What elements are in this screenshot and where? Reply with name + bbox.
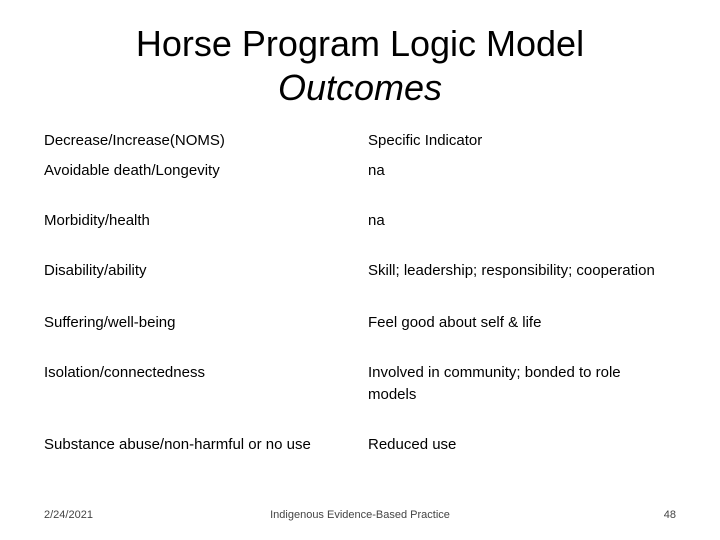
table-row (44, 160, 684, 210)
table-row (44, 434, 684, 474)
table-header-row (44, 130, 684, 160)
indicator-cell: na (368, 212, 385, 229)
header-right-cell: Specific Indicator (368, 132, 483, 149)
footer-date: 2/24/2021 (44, 509, 93, 521)
table-row (44, 362, 684, 434)
table-row (44, 260, 684, 312)
slide-title (0, 22, 720, 110)
outcome-cell: Isolation/connectedness (44, 364, 205, 381)
outcome-cell: Avoidable death/Longevity (44, 162, 220, 179)
outcome-cell: Suffering/well-being (44, 314, 176, 331)
outcomes-table (44, 130, 684, 474)
outcome-cell: Disability/ability (44, 262, 147, 279)
outcome-cell: Morbidity/health (44, 212, 150, 229)
footer-title: Indigenous Evidence-Based Practice (270, 509, 450, 521)
table-row (44, 210, 684, 260)
title-line-subtitle: Outcomes (277, 67, 443, 108)
header-left-cell: Decrease/Increase(NOMS) (44, 132, 225, 149)
indicator-cell: Reduced use (368, 436, 457, 453)
page-number: 48 (663, 509, 676, 521)
table-row (44, 312, 684, 362)
indicator-cell: na (368, 162, 385, 179)
title-line-main: Horse Program Logic Model (135, 23, 585, 64)
indicator-cell: Skill; leadership; responsibility; cooperation (368, 262, 655, 279)
indicator-cell: Involved in community; bonded to role models (368, 364, 621, 403)
indicator-cell: Feel good about self & life (368, 314, 542, 331)
outcome-cell: Substance abuse/non-harmful or no use (44, 436, 311, 453)
